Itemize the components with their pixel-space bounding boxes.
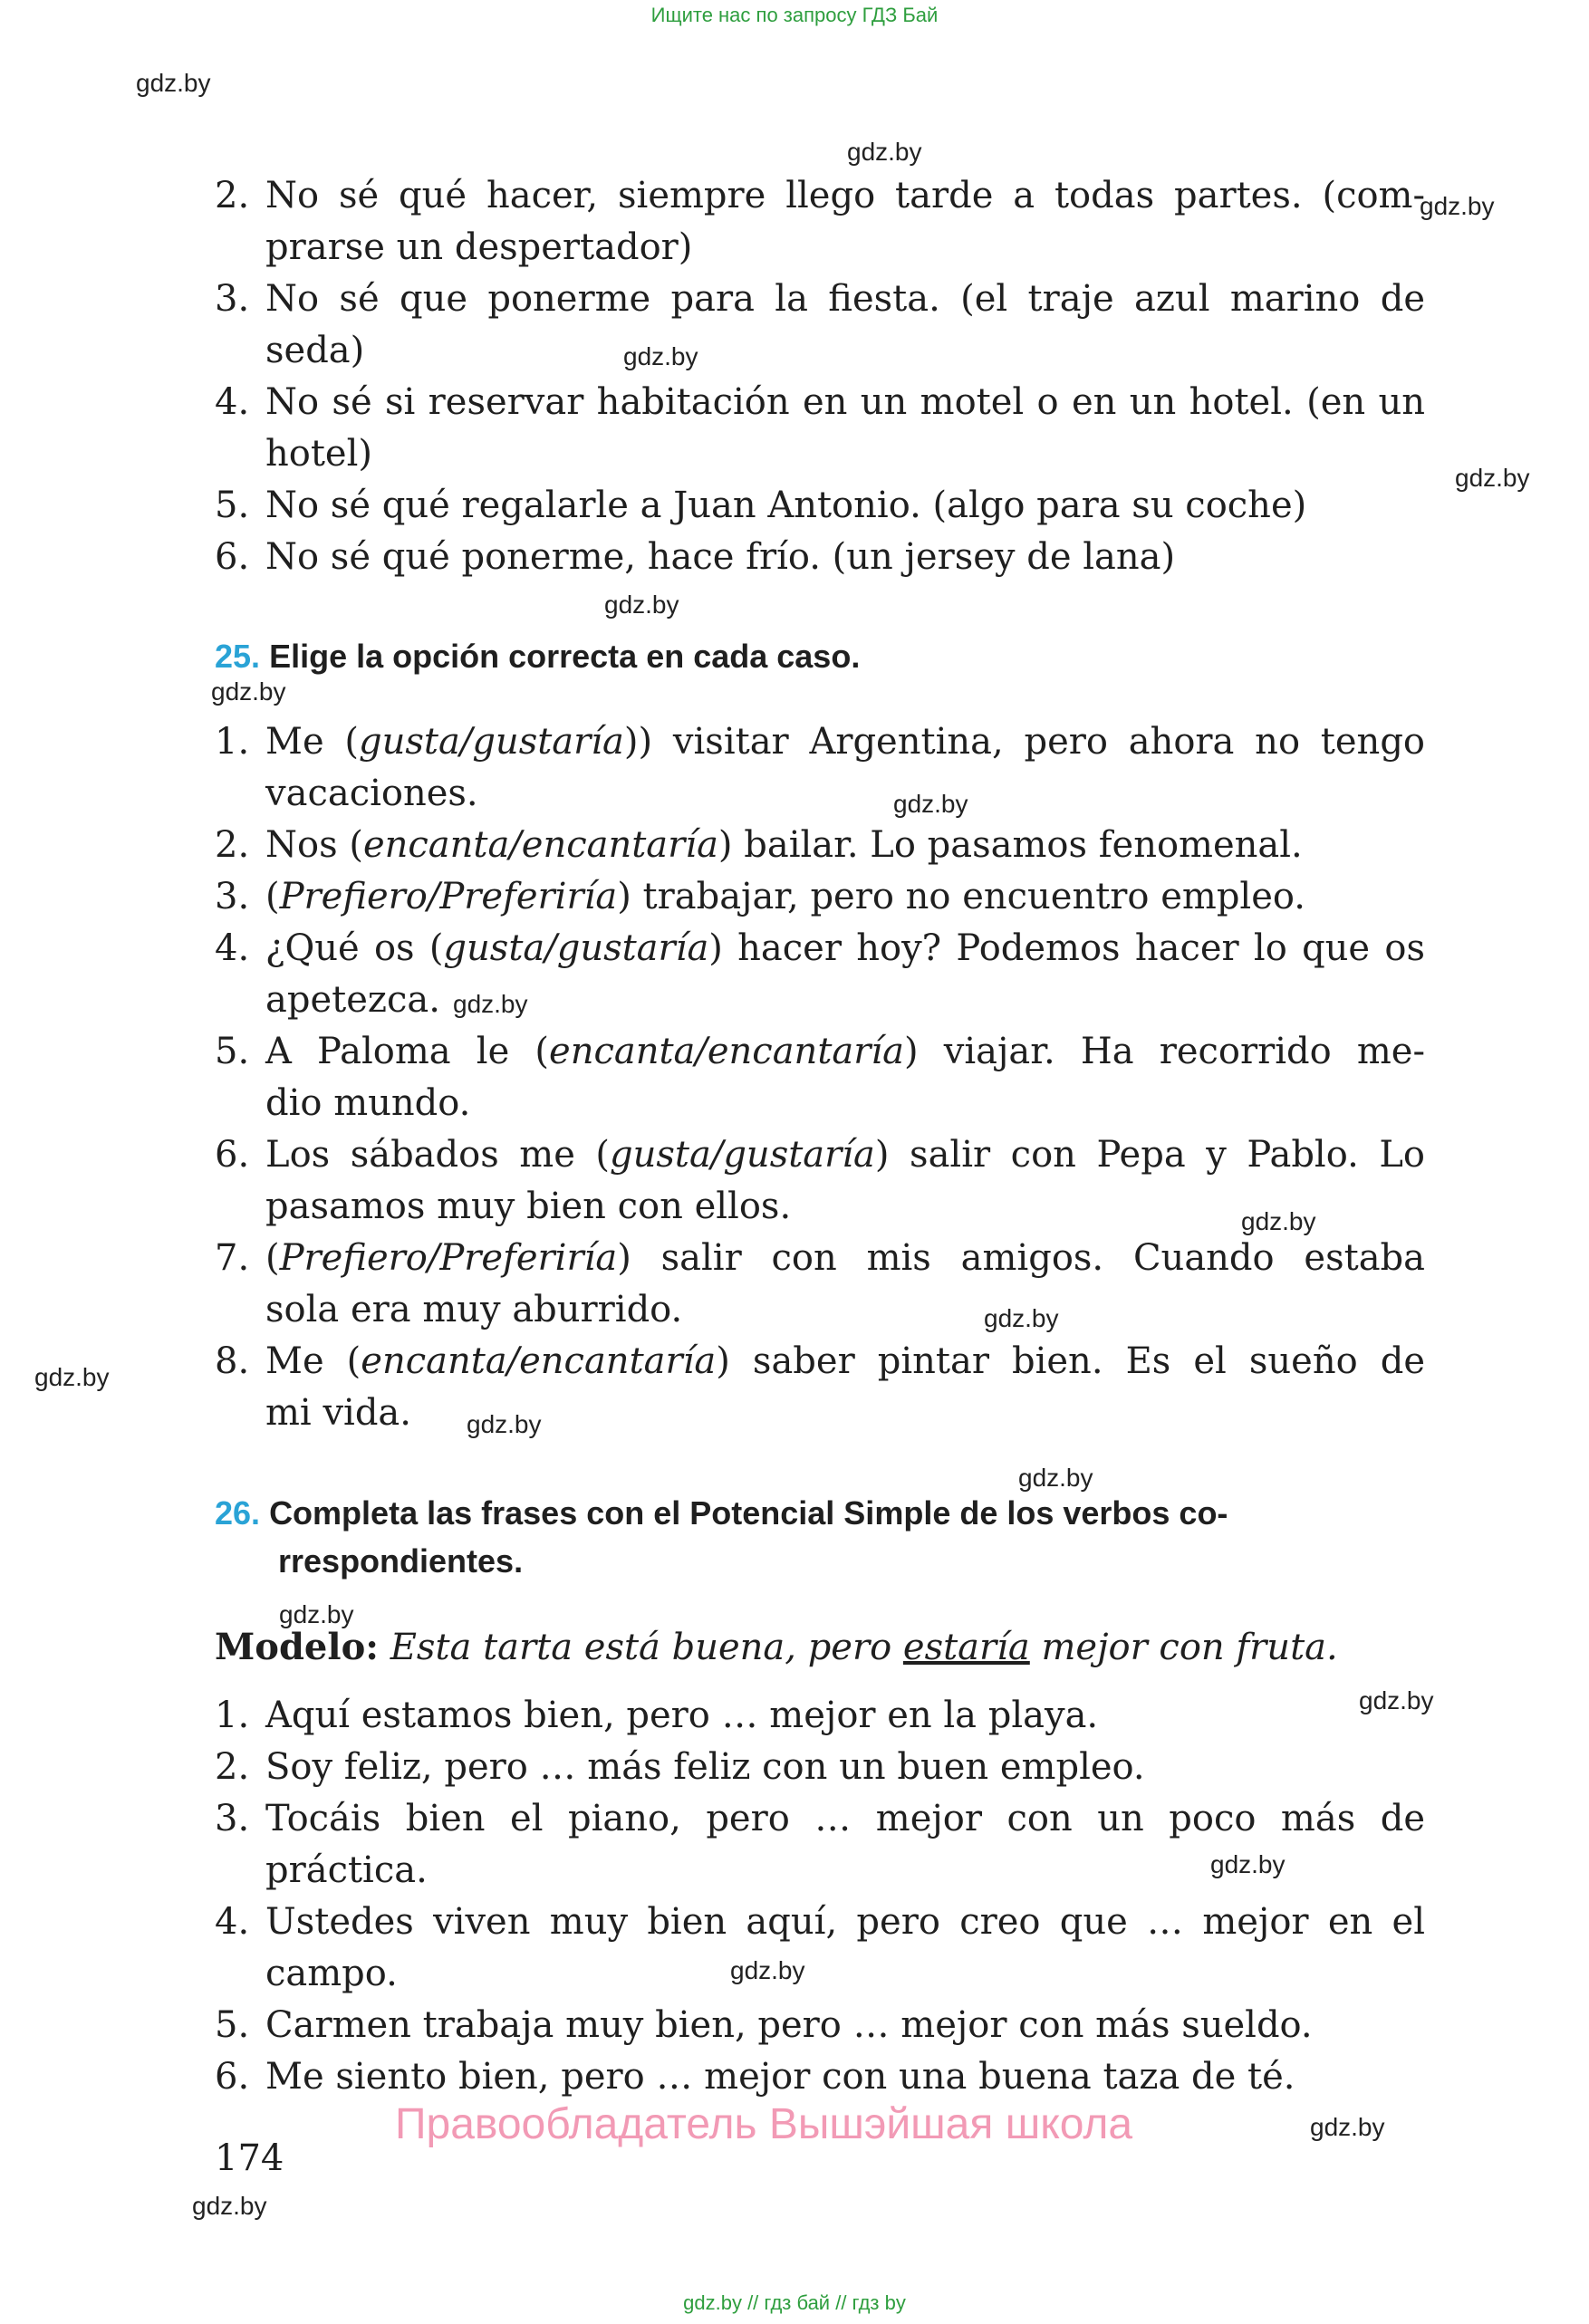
exercise-item-cont: pasamos muy bien con ellos. <box>265 1186 792 1227</box>
page-number: 174 <box>215 2137 284 2179</box>
exercise-item-cont: campo. <box>265 1953 398 1994</box>
exercise-item: 5. No sé qué regalarle a Juan Antonio. (algo para su coche) <box>215 485 1307 526</box>
exercise-item-cont: hotel) <box>265 433 372 475</box>
watermark: gdz.by <box>730 1956 805 1984</box>
exercise-item: 1. Aquí estamos bien, pero … mejor en la playa. <box>215 1695 1099 1736</box>
watermark: gdz.by <box>623 342 698 370</box>
footer-links[interactable]: gdz.by // гдз бай // гдз by <box>683 2291 906 2314</box>
exercise-item: 2. Soy feliz, pero … más feliz con un buen empleo. <box>215 1746 1145 1788</box>
exercise-item: 3. Tocáis bien el piano, pero … mejor con un poco más de <box>215 1798 1425 1839</box>
exercise-item: 4. Ustedes viven muy bien aquí, pero creo que … mejor en el <box>215 1901 1425 1943</box>
watermark: gdz.by <box>893 790 968 818</box>
exercise-item: 8. Me (encanta/encantaría) saber pintar bien. Es el sueño de <box>215 1340 1425 1382</box>
exercise-item-cont: mi vida. <box>265 1392 411 1434</box>
watermark: gdz.by <box>279 1600 354 1628</box>
watermark: gdz.by <box>984 1304 1059 1332</box>
watermark: gdz.by <box>1420 192 1495 220</box>
exercise-item-cont: vacaciones. <box>265 773 478 814</box>
exercise-item: 5. Carmen trabaja muy bien, pero … mejor con más sueldo. <box>215 2004 1313 2046</box>
watermark: gdz.by <box>192 2192 267 2220</box>
exercise-item-cont: apetezca. <box>265 979 440 1021</box>
watermark: gdz.by <box>34 1363 110 1391</box>
exercise-item-cont: práctica. <box>265 1849 428 1891</box>
exercise-item: 3. (Prefiero/Preferiría) trabajar, pero no encuentro empleo. <box>215 876 1305 917</box>
exercise-item-cont: sola era muy aburrido. <box>265 1289 683 1330</box>
watermark: gdz.by <box>847 138 922 166</box>
exercise-item-cont: prarse un despertador) <box>265 226 693 268</box>
exercise-item: 4. ¿Qué os (gusta/gustaría) hacer hoy? Podemos hacer lo que os <box>215 927 1425 969</box>
exercise-header-cont: rrespondientes. <box>278 1542 524 1580</box>
exercise-number: 26. <box>215 1494 261 1532</box>
watermark: gdz.by <box>604 591 679 619</box>
top-banner[interactable]: Ищите нас по запросу ГДЗ Бай <box>650 4 939 26</box>
exercise-number: 25. <box>215 638 261 675</box>
watermark: gdz.by <box>1455 464 1530 492</box>
watermark: gdz.by <box>1018 1464 1093 1492</box>
exercise-item: 2. Nos (encanta/encantaría) bailar. Lo pasamos fenomenal. <box>215 824 1303 866</box>
exercise-item: 4. No sé si reservar habitación en un motel o en un hotel. (en un <box>215 381 1425 423</box>
model-example: Modelo: Esta tarta está buena, pero estaría mejor con fruta. <box>215 1626 1338 1668</box>
copyright-notice: Правообладатель Вышэйшая школа <box>395 2100 1133 2148</box>
exercise-item: 1. Me (gusta/gustaría)) visitar Argentina, pero ahora no tengo <box>215 721 1426 763</box>
exercise-item: 2. No sé qué hacer, siempre llego tarde a todas partes. (com- <box>215 175 1425 216</box>
exercise-header: 25. Elige la opción correcta en cada caso. <box>215 638 861 675</box>
exercise-item: 7. (Prefiero/Preferiría) salir con mis amigos. Cuando estaba <box>215 1237 1425 1279</box>
watermark: gdz.by <box>467 1410 542 1438</box>
exercise-item-cont: dio mundo. <box>265 1082 471 1124</box>
exercise-item: 6. Me siento bien, pero … mejor con una buena taza de té. <box>215 2056 1295 2098</box>
watermark: gdz.by <box>211 677 286 706</box>
watermark: gdz.by <box>1310 2113 1385 2141</box>
watermark: gdz.by <box>453 990 528 1018</box>
exercise-item-cont: seda) <box>265 330 365 371</box>
exercise-item: 6. Los sábados me (gusta/gustaría) salir con Pepa y Pablo. Lo <box>215 1134 1425 1176</box>
exercise-item: 6. No sé qué ponerme, hace frío. (un jersey de lana) <box>215 536 1176 578</box>
watermark: gdz.by <box>1210 1850 1286 1878</box>
exercise-header: 26. Completa las frases con el Potencial Simple de los verbos co- <box>215 1494 1228 1532</box>
watermark: gdz.by <box>1241 1207 1316 1235</box>
watermark: gdz.by <box>136 69 211 97</box>
watermark: gdz.by <box>1359 1686 1434 1714</box>
exercise-item: 3. No sé que ponerme para la fiesta. (el traje azul marino de <box>215 278 1425 320</box>
exercise-item: 5. A Paloma le (encanta/encantaría) viajar. Ha recorrido me- <box>215 1031 1425 1072</box>
